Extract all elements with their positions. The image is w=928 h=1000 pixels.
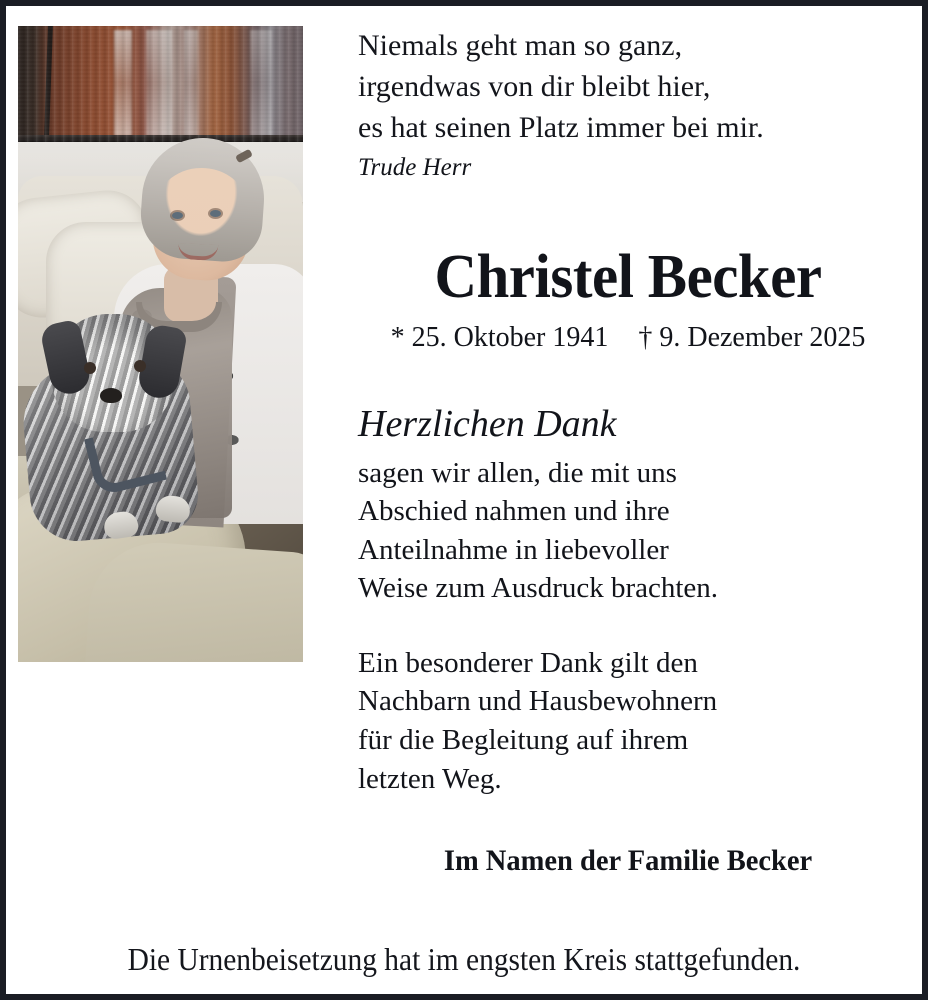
dog-eye-right [134, 360, 146, 372]
family-signature: Im Namen der Familie Becker [443, 844, 813, 878]
deceased-name: Christel Becker [434, 242, 822, 311]
verse-line-3: es hat seinen Platz immer bei mir. [358, 110, 764, 144]
painting-streak [146, 30, 172, 136]
notice-text-column [358, 26, 898, 878]
thanks-p2-line-3: für die Begleitung auf ihrem [358, 723, 689, 756]
birth-date: 25. Oktober 1941 [411, 321, 609, 353]
thanks-paragraph-one [358, 454, 898, 608]
verse-author: Trude Herr [358, 154, 472, 182]
thanks-p2-line-4: letzten Weg. [358, 762, 502, 795]
verse-line-2: irgendwas von dir bleibt hier, [358, 69, 711, 103]
thanks-paragraph-two [358, 644, 898, 798]
painting-streak [184, 30, 198, 136]
thanks-p2-line-1: Ein besonderer Dank gilt den [358, 646, 698, 679]
burial-note: Die Urnenbeisetzung hat im engsten Kreis stattgefunden. [127, 941, 801, 977]
thanks-p1-line-4: Weise zum Ausdruck brachten. [358, 572, 719, 605]
thanks-heading: Herzlichen Dank [358, 402, 617, 445]
dog-eye-left [84, 362, 96, 374]
photo-scene [18, 26, 303, 662]
deceased-photo [18, 26, 303, 662]
thanks-p1-line-2: Abschied nahmen und ihre [358, 495, 670, 528]
thanks-p1-line-1: sagen wir allen, die mit uns [358, 456, 677, 489]
thanks-p2-line-2: Nachbarn und Hausbewohnern [358, 685, 718, 718]
verse-line-1: Niemals geht man so ganz, [358, 29, 683, 62]
wall-painting [18, 26, 303, 142]
trousers-leg [83, 538, 303, 662]
woman-eye-right [210, 210, 221, 217]
life-dates [358, 322, 898, 354]
birth-symbol: * [390, 321, 405, 353]
thanks-p1-line-3: Anteilnahme in liebevoller [358, 533, 669, 566]
painting-panel-divider [44, 26, 53, 136]
painting-frame-edge [18, 135, 303, 142]
woman-eye-left [172, 212, 183, 219]
death-symbol: † [638, 321, 653, 353]
death-date: 9. Dezember 2025 [659, 321, 866, 353]
dog-nose [100, 388, 122, 403]
notice-inner [6, 6, 922, 994]
memorial-verse [358, 26, 898, 148]
painting-streak [250, 30, 272, 136]
painting-streak [114, 30, 132, 136]
